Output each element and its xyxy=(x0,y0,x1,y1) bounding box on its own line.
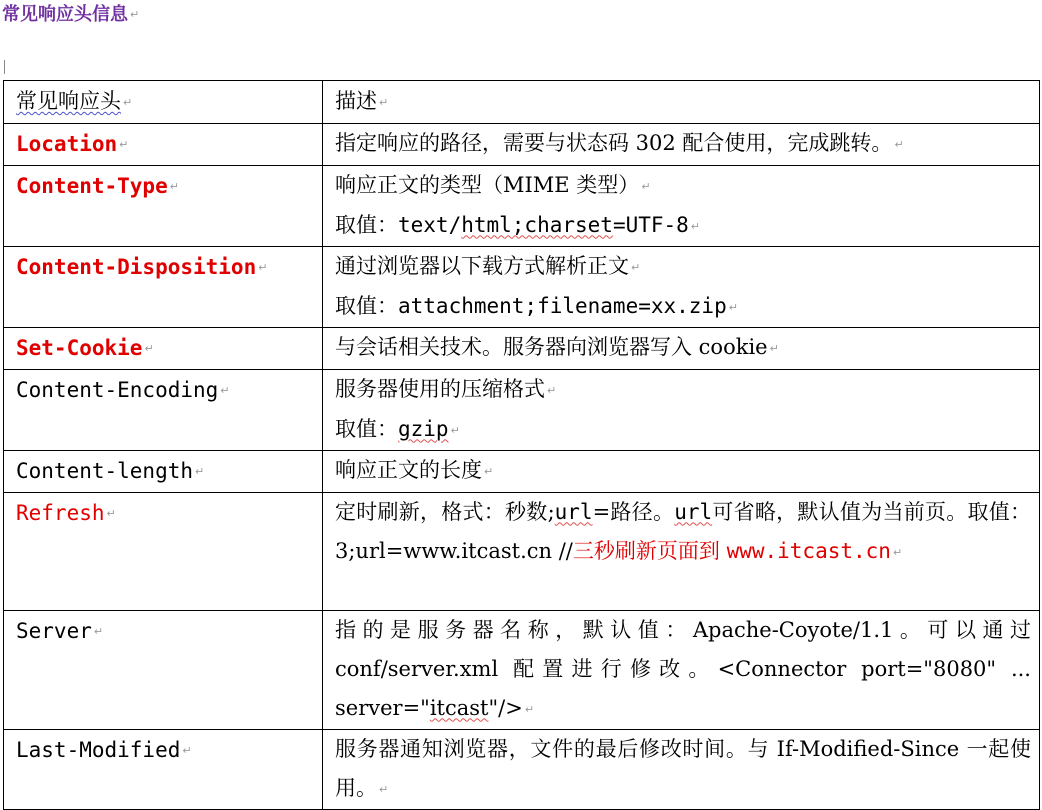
desc-text: 响应正文的长度 xyxy=(335,457,482,482)
desc-text: 与会话相关技术。服务器向浏览器写入 cookie xyxy=(335,334,768,359)
paragraph-mark-icon: ↵ xyxy=(258,260,268,274)
header-name-cell xyxy=(4,165,323,246)
paragraph-mark-icon: ↵ xyxy=(450,423,460,437)
table-row xyxy=(4,123,1040,165)
table-row xyxy=(4,729,1040,809)
header-name: 常见响应头 xyxy=(16,89,121,113)
paragraph-mark-icon: ↵ xyxy=(119,137,129,151)
header-desc-cell xyxy=(323,246,1040,327)
header-name-cell xyxy=(4,492,323,610)
header-desc: 描述 xyxy=(335,89,377,113)
paragraph-mark-icon: ↵ xyxy=(690,219,701,233)
paragraph-mark-icon: ↵ xyxy=(182,743,192,757)
header-name: Content-Disposition xyxy=(16,254,257,279)
header-desc-cell xyxy=(323,492,1040,610)
paragraph-mark-icon: ↵ xyxy=(892,545,903,559)
paragraph-mark-icon: ↵ xyxy=(123,95,133,109)
page-title xyxy=(2,2,139,28)
header-desc-cell xyxy=(323,123,1040,165)
value-text: text/ xyxy=(398,212,462,237)
value-text: =UTF-8 xyxy=(612,212,689,237)
header-desc-cell xyxy=(323,327,1040,369)
header-name-cell xyxy=(4,123,323,165)
header-desc-cell xyxy=(323,165,1040,246)
table-row xyxy=(4,165,1040,246)
paragraph-mark-icon: ↵ xyxy=(379,95,389,109)
desc-text-highlight: 三秒刷新页面到 xyxy=(572,538,720,563)
header-name: Refresh xyxy=(16,500,105,525)
header-desc-cell xyxy=(323,369,1040,450)
value-text-flagged: gzip xyxy=(398,416,449,441)
desc-text: 指定响应的路径，需要与状态码 302 配合使用，完成跳转。 xyxy=(335,130,893,155)
header-desc-cell xyxy=(323,81,1040,124)
paragraph-mark-icon: ↵ xyxy=(524,702,535,716)
desc-text: =路径。 xyxy=(592,499,675,524)
paragraph-mark-icon: ↵ xyxy=(769,341,779,355)
header-name-cell xyxy=(4,450,323,492)
desc-text: 服务器使用的压缩格式 xyxy=(335,376,545,401)
paragraph-mark-icon: ↵ xyxy=(484,464,494,478)
response-headers-table xyxy=(3,80,1040,810)
header-name: Content-Encoding xyxy=(16,377,219,402)
table-row xyxy=(4,246,1040,327)
desc-text-highlight: www.itcast.cn xyxy=(726,538,891,563)
table-row xyxy=(4,450,1040,492)
header-name-cell xyxy=(4,610,323,729)
paragraph-mark-icon: ↵ xyxy=(547,383,557,397)
table-header-row xyxy=(4,81,1040,124)
header-name: Content-length xyxy=(16,458,194,483)
value-label: 取值： xyxy=(335,293,398,318)
paragraph-mark-icon: ↵ xyxy=(894,137,904,151)
paragraph-mark-icon: ↵ xyxy=(641,179,651,193)
paragraph-mark-icon: ↵ xyxy=(144,341,154,355)
desc-text: "/> xyxy=(488,695,523,720)
paragraph-mark-icon: ↵ xyxy=(106,506,116,520)
paragraph-mark-icon: ↵ xyxy=(130,8,140,21)
header-desc-cell xyxy=(323,610,1040,729)
desc-text: 通过浏览器以下载方式解析正文 xyxy=(335,253,629,278)
header-name-cell xyxy=(4,369,323,450)
value-label: 取值： xyxy=(335,416,398,441)
paragraph-mark-icon: ↵ xyxy=(379,782,389,796)
page-title-text: 常见响应头信息 xyxy=(2,4,128,25)
header-desc-cell xyxy=(323,729,1040,809)
header-name: Set-Cookie xyxy=(16,335,143,360)
value-text-flagged: html;charset xyxy=(461,212,613,237)
header-name-cell xyxy=(4,246,323,327)
paragraph-mark-icon: ↵ xyxy=(93,624,104,638)
paragraph-mark-icon: ↵ xyxy=(220,383,230,397)
header-desc-cell xyxy=(323,450,1040,492)
header-name-cell xyxy=(4,729,323,809)
table-row xyxy=(4,327,1040,369)
desc-text: 定时刷新，格式：秒数; xyxy=(335,499,555,524)
desc-text: 响应正文的类型（MIME 类型） xyxy=(335,172,640,197)
desc-text: 可省略，默认值为当前页。取值：3;url=www.itcast.cn // xyxy=(335,499,1031,563)
crop-mark xyxy=(4,60,5,74)
desc-text-flagged: url xyxy=(554,499,593,524)
header-name-cell xyxy=(4,327,323,369)
paragraph-mark-icon: ↵ xyxy=(169,179,179,193)
desc-text: 服务器通知浏览器，文件的最后修改时间。与 If-Modified-Since 一起使用。 xyxy=(335,736,1031,800)
header-name: Location xyxy=(16,131,118,156)
header-name: Server xyxy=(16,618,92,643)
paragraph-mark-icon: ↵ xyxy=(728,300,738,314)
header-name: Last-Modified xyxy=(16,737,181,762)
header-name-cell xyxy=(4,81,323,124)
paragraph-mark-icon: ↵ xyxy=(195,464,205,478)
desc-text-flagged: itcast xyxy=(429,695,489,720)
table-row xyxy=(4,610,1040,729)
value-text: attachment;filename=xx.zip xyxy=(398,293,727,318)
table-row xyxy=(4,369,1040,450)
desc-text: 指的是服务器名称，默认值：Apache-Coyote/1.1。可以通过 conf/server.xml 配置进行修改。<Connector port="8080" ... server=" xyxy=(335,617,1031,720)
value-label: 取值： xyxy=(335,212,398,237)
desc-text-flagged: url xyxy=(674,499,713,524)
table-row xyxy=(4,492,1040,610)
header-name: Content-Type xyxy=(16,173,168,198)
paragraph-mark-icon: ↵ xyxy=(631,260,641,274)
